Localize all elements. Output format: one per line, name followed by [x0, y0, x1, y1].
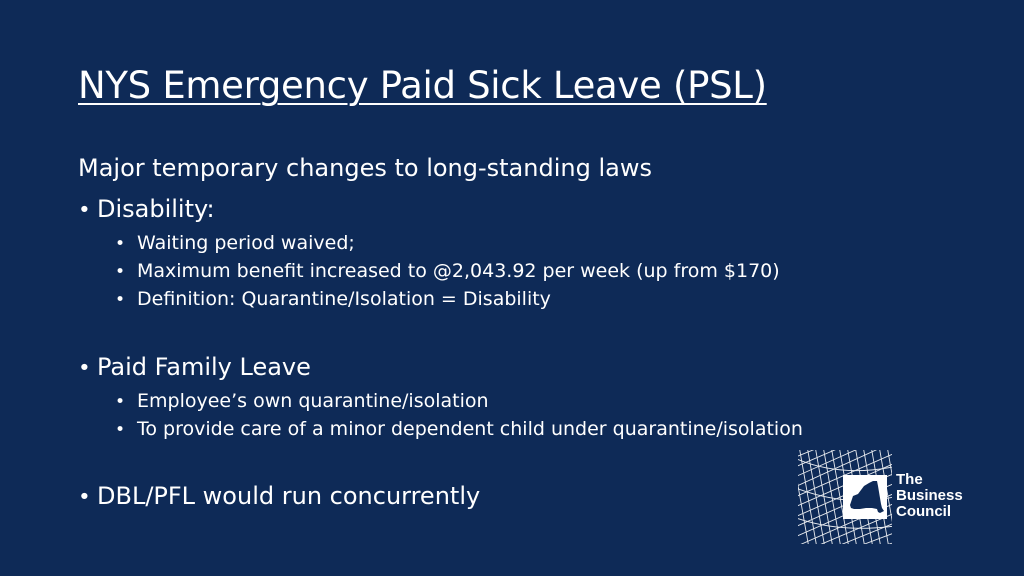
bullet-glyph: • — [78, 485, 91, 510]
bullet-glyph: • — [115, 290, 126, 310]
bullet-item-disability — [78, 195, 215, 223]
sub-bullet-text: To provide care of a minor dependent child under quarantine/isolation — [137, 418, 803, 440]
sub-bullet-item — [115, 390, 489, 412]
sub-bullet-item — [115, 418, 803, 440]
sub-bullet-text: Definition: Quarantine/Isolation = Disability — [137, 288, 551, 310]
logo-line: Council — [896, 503, 951, 520]
logo-wordmark — [896, 472, 963, 520]
bullet-item-concurrent — [78, 482, 480, 510]
bullet-glyph: • — [78, 356, 91, 381]
sub-bullet-item — [115, 232, 355, 254]
logo-line: Business — [896, 487, 963, 504]
sub-bullet-text: Waiting period waived; — [137, 232, 355, 254]
bullet-text: Paid Family Leave — [97, 353, 311, 381]
business-council-logo — [798, 450, 998, 544]
sub-bullet-text: Maximum benefit increased to @2,043.92 per week (up from $170) — [137, 260, 780, 282]
bullet-glyph: • — [78, 198, 91, 223]
slide-title: NYS Emergency Paid Sick Leave (PSL) — [78, 64, 767, 107]
bullet-item-paid-family-leave — [78, 353, 311, 381]
sub-bullet-item — [115, 260, 780, 282]
bullet-glyph: • — [115, 262, 126, 282]
nys-map-icon — [798, 450, 892, 544]
bullet-text: DBL/PFL would run concurrently — [97, 482, 481, 510]
bullet-glyph: • — [115, 392, 126, 412]
sub-bullet-text: Employee’s own quarantine/isolation — [137, 390, 489, 412]
bullet-text: Disability: — [97, 195, 215, 223]
bullet-glyph: • — [115, 234, 126, 254]
slide-intro: Major temporary changes to long-standing laws — [78, 154, 652, 182]
sub-bullet-item — [115, 288, 551, 310]
logo-line: The — [896, 471, 923, 488]
bullet-glyph: • — [115, 420, 126, 440]
